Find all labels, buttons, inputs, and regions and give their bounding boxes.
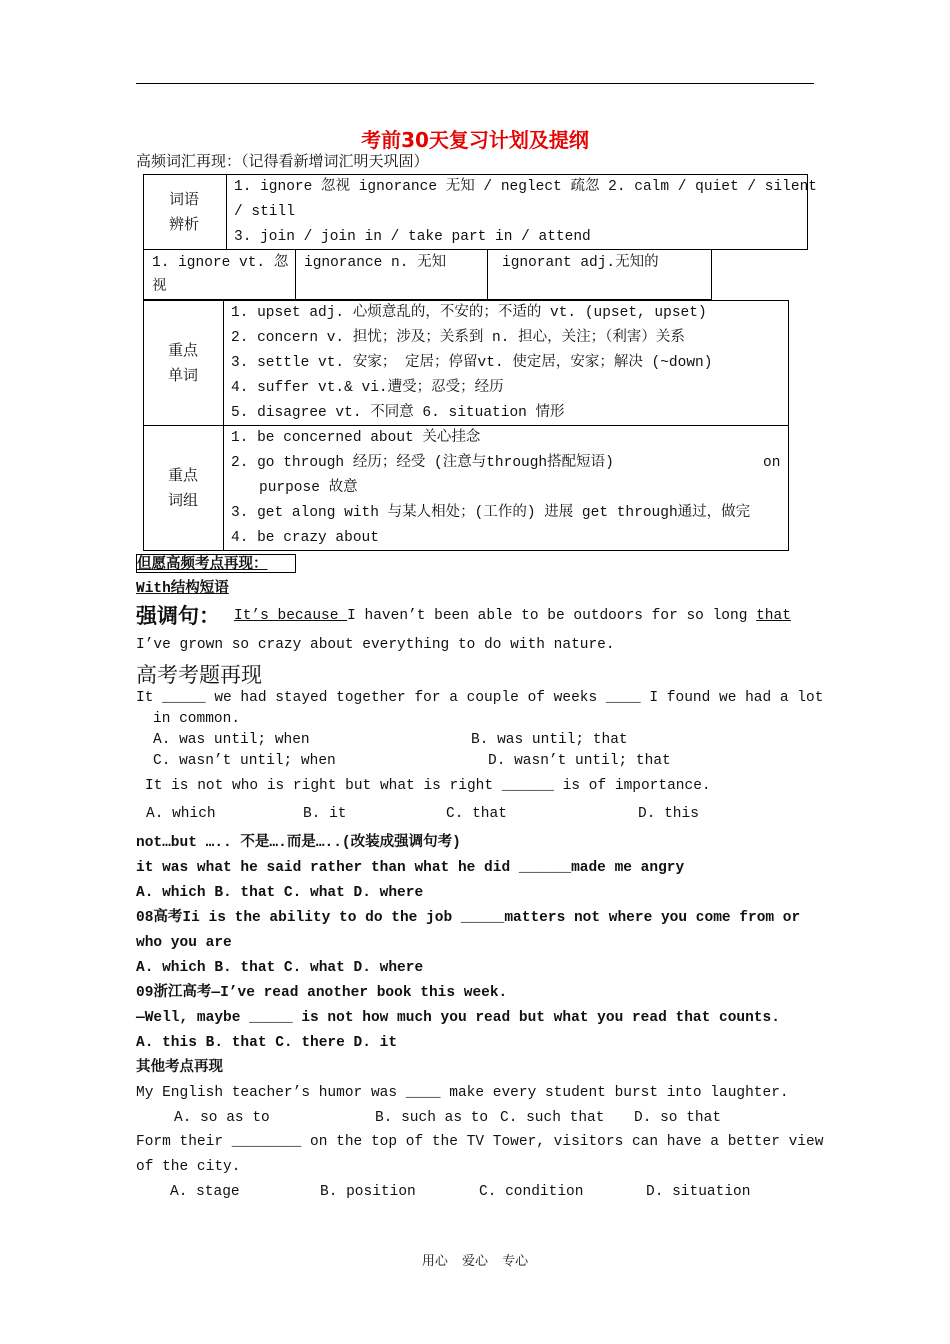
gaokao-heading: 高考考题再现 [136,663,262,687]
option-d: D. wasn’t until; that [488,753,671,769]
table3-line: 4. suffer vt.& vi.遭受；忍受；经历 [231,380,504,396]
table3-label-b: 单词 [167,366,198,384]
bold-line: —Well, maybe _____ is not how much you read but what you read that counts. [136,1010,780,1026]
table2-cell1-a: 1. ignore vt. 忽 [152,255,289,271]
option-b: B. position [320,1184,416,1200]
bold-line: not…but ….. 不是….而是…..(改装成强调句考) [136,835,461,851]
emphasis-line2: I’ve grown so crazy about everything to do with nature. [136,637,615,653]
table1-line2: / still [234,204,295,220]
section-high-frequency: 但愿高频考点再现： [136,554,296,573]
table3-line: 2. concern v. 担忧；涉及；关系到 n. 担心，关注；（利害）关系 [231,330,685,346]
table4-line: 1. be concerned about 关心挂念 [231,430,481,446]
table-divider [223,425,224,551]
table3-line: 5. disagree vt. 不同意 6. situation 情形 [231,405,565,421]
option-a: A. which [146,806,216,822]
table-divider [295,249,296,300]
bold-line: who you are [136,935,232,951]
table4-line: on [763,455,781,471]
subtitle: 高频词汇再现：（记得看新增词汇明天巩固） [136,152,429,170]
question-4-cont: of the city. [136,1159,241,1175]
option-b: B. such as to [375,1110,489,1126]
header-rule [136,83,814,84]
table4-line: purpose 故意 [259,480,358,496]
option-a: A. was until; when [153,732,310,748]
emphasis-label: 强调句： [136,604,220,628]
question-2: It is not who is right but what is right ______ is of importance. [145,778,711,794]
table2-cell1-b: 视 [152,279,167,295]
table1-label-b: 辨析 [168,215,199,233]
emphasis-sentence [234,604,791,629]
bold-line: A. this B. that C. there D. it [136,1035,398,1051]
with-phrase-heading: With结构短语 [136,581,229,597]
table3-label-a: 重点 [167,341,198,359]
option-c: C. that [446,806,507,822]
table-divider [487,249,488,300]
emphasis-part1: It’s because [234,608,348,624]
table2-cell2: ignorance n. 无知 [304,255,447,271]
table1-label-a: 词语 [168,190,199,208]
bold-line: A. which B. that C. what D. where [136,960,424,976]
emphasis-part3: that [756,608,791,624]
table-divider [226,174,227,250]
page-footer: 用心 爱心 专心 [421,1254,529,1269]
bold-line: 08高考Ii is the ability to do the job _____matters not where you come from or [136,910,801,926]
option-a: A. stage [170,1184,240,1200]
page-title: 考前30天复习计划及提纲 [361,128,589,152]
table1-line3: 3. join / join in / take part in / attend [234,229,591,245]
bold-line: A. which B. that C. what D. where [136,885,424,901]
table4-line: 4. be crazy about [231,530,379,546]
question-1-cont: in common. [153,711,241,727]
question-4: Form their ________ on the top of the TV Tower, visitors can have a better view [136,1134,824,1150]
bold-line: 09浙江高考—I’ve read another book this week. [136,985,508,1001]
option-c: C. condition [479,1184,584,1200]
option-d: D. this [638,806,699,822]
option-a: A. so as to [174,1110,270,1126]
option-d: D. situation [646,1184,751,1200]
table1-line1: 1. ignore 忽视 ignorance 无知 / neglect 疏忽 2. calm / quiet / silent [234,179,817,195]
option-c: C. wasn’t until; when [153,753,336,769]
table4-label-a: 重点 [167,466,198,484]
question-1: It _____ we had stayed together for a couple of weeks ____ I found we had a lot [136,690,824,706]
table3-line: 3. settle vt. 安家； 定居；停留vt. 使定居，安家；解决 (~down) [231,355,713,371]
table3-line: 1. upset adj. 心烦意乱的，不安的；不适的 vt. (upset, upset) [231,305,707,321]
table4-line: 2. go through 经历；经受 (注意与through搭配短语) [231,455,614,471]
option-d: D. so that [634,1110,722,1126]
option-c: C. such that [500,1110,605,1126]
question-3: My English teacher’s humor was ____ make every student burst into laughter. [136,1085,789,1101]
table2-cell3: ignorant adj.无知的 [502,255,659,271]
bold-line: it was what he said rather than what he did ______made me angry [136,860,685,876]
table4-line: 3. get along with 与某人相处；(工作的) 进展 get through通过，做完 [231,505,751,521]
option-b: B. it [303,806,347,822]
emphasis-part2: I haven’t been able to be outdoors for so long [347,608,757,624]
bold-line: 其他考点再现 [136,1060,223,1076]
table4-label-b: 词组 [167,491,198,509]
table-divider [223,300,224,426]
option-b: B. was until; that [471,732,628,748]
